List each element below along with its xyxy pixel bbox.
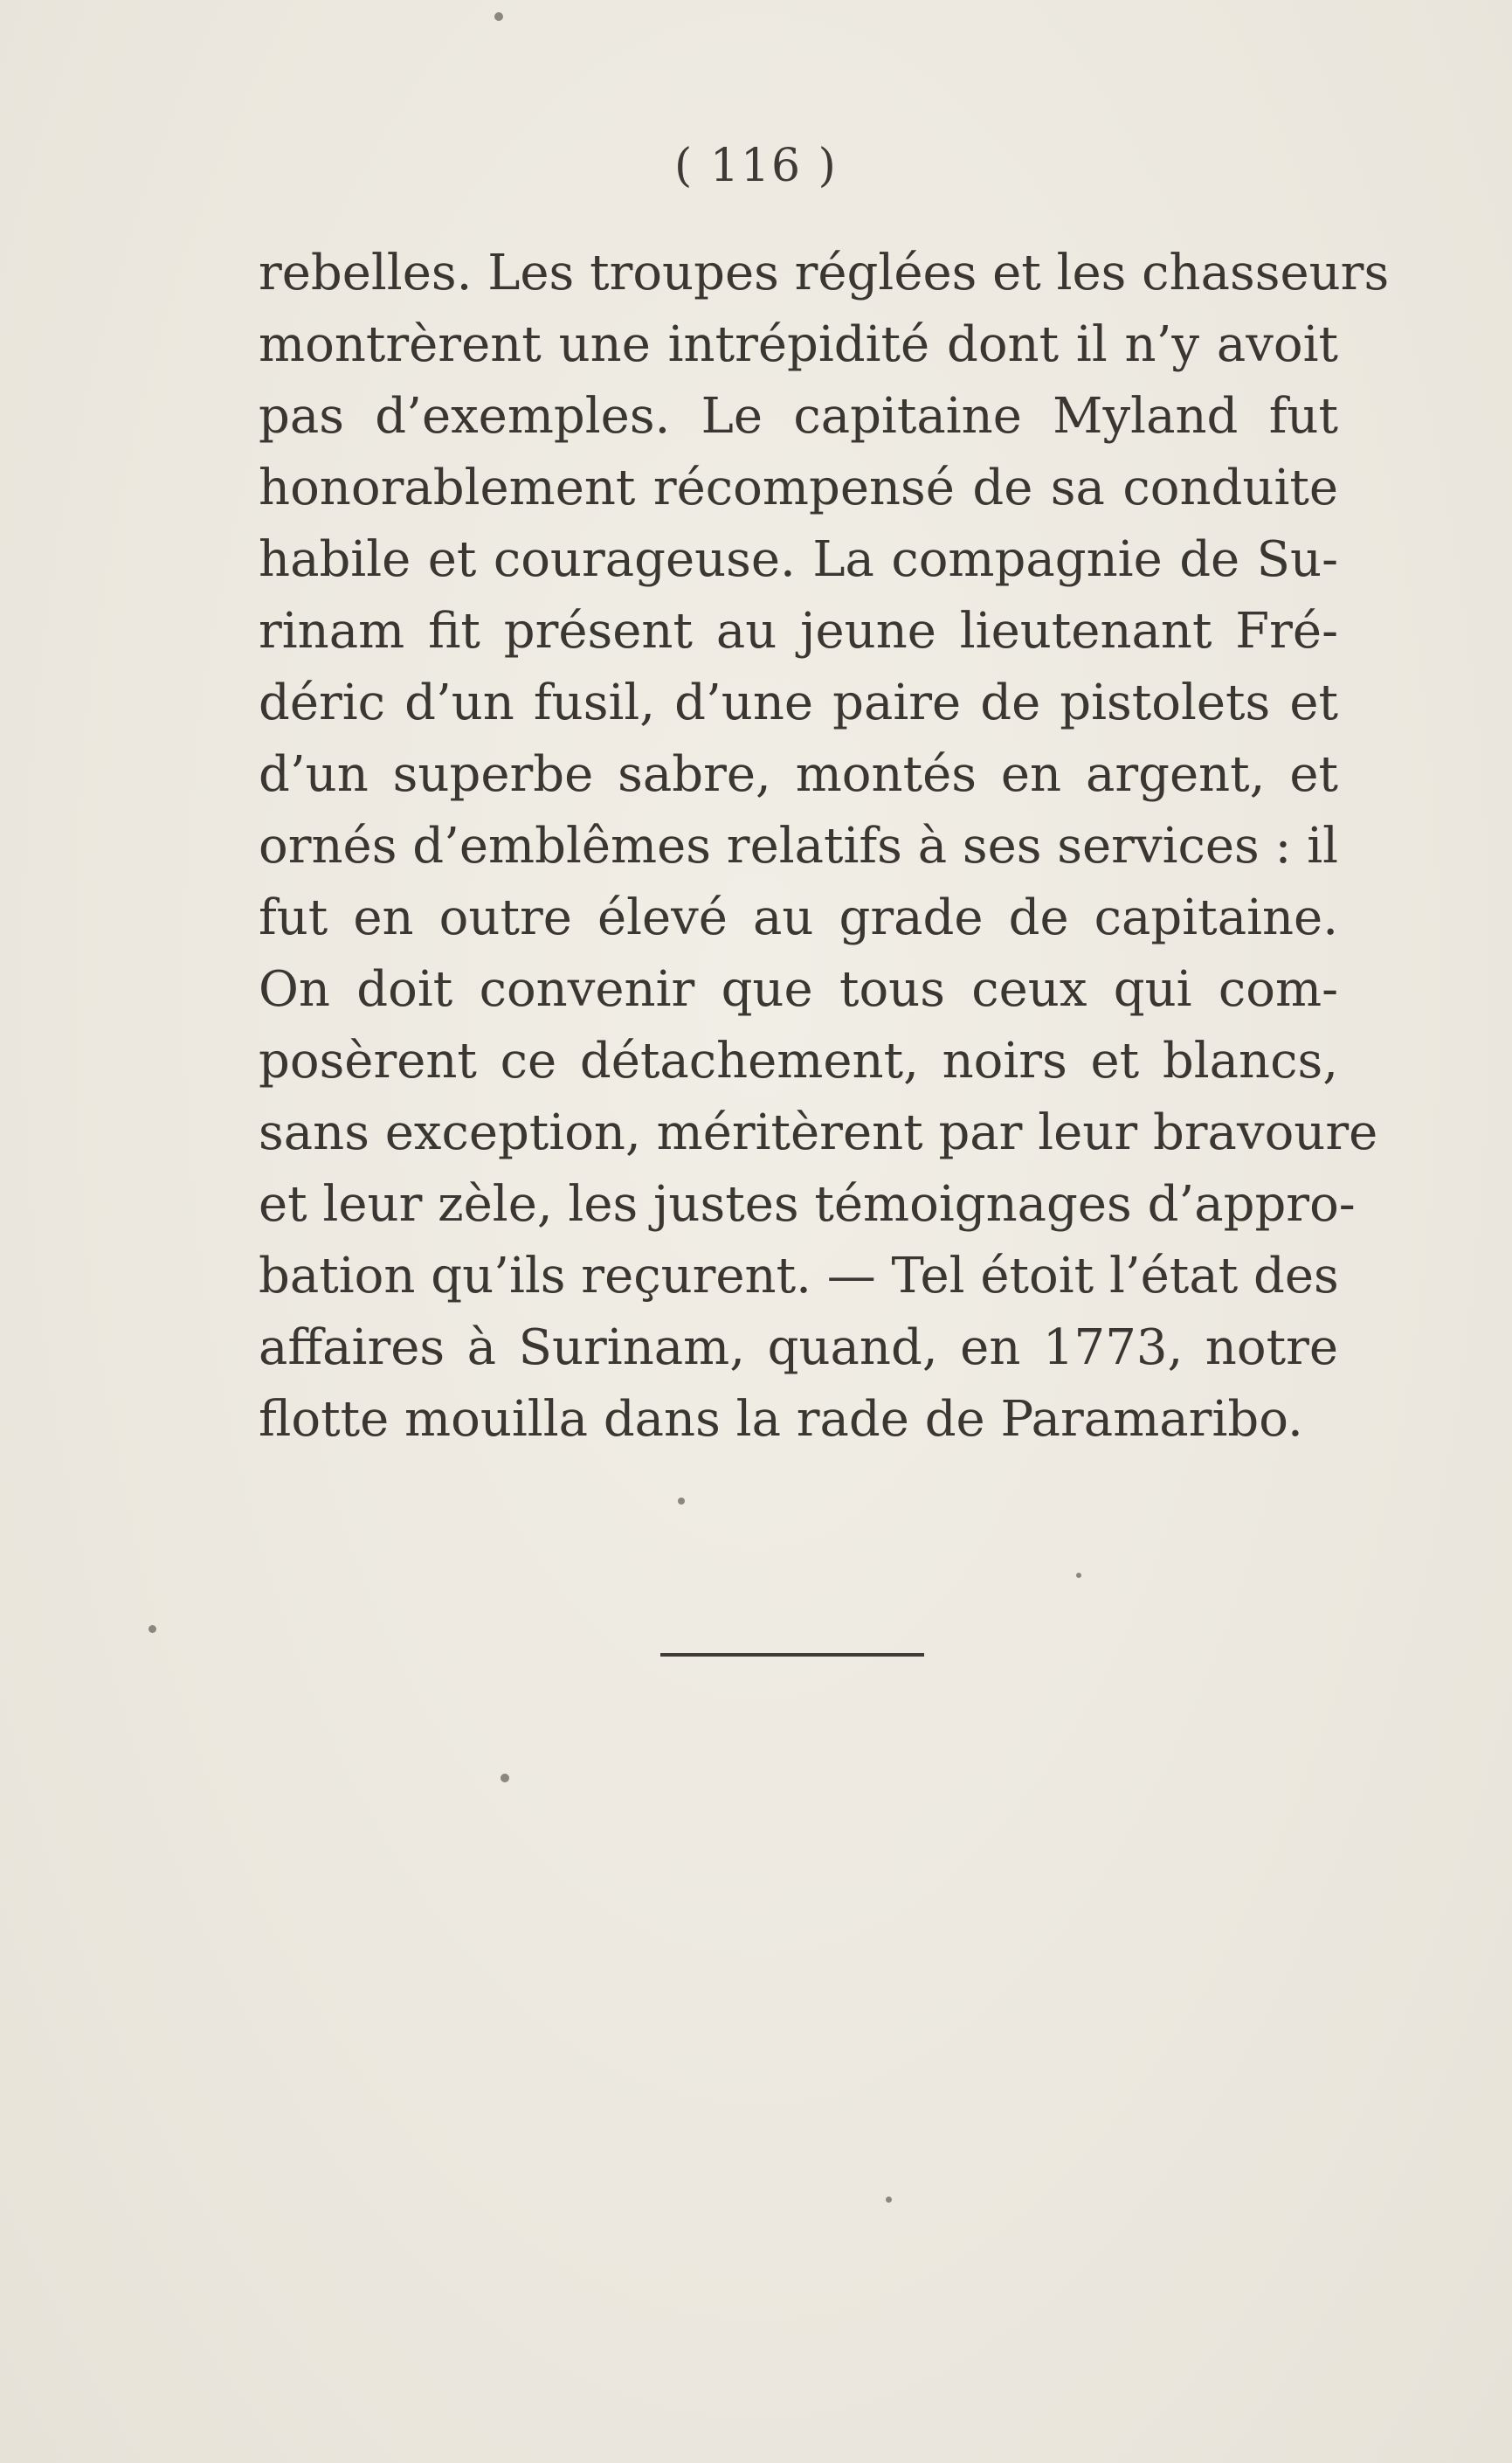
text-line: d’un superbe sabre, montés en argent, et bbox=[259, 746, 1338, 803]
text-line: bation qu’ils reçurent. — Tel étoit l’état des bbox=[259, 1248, 1339, 1304]
text-line: flotte mouilla dans la rade de Paramaribo. bbox=[259, 1391, 1303, 1448]
page-number: ( 116 ) bbox=[674, 140, 838, 192]
text-line: affaires à Surinam, quand, en 1773, notre bbox=[259, 1319, 1338, 1376]
body-text bbox=[259, 238, 1390, 1456]
paper-speck bbox=[886, 2197, 892, 2203]
text-line: fut en outre élevé au grade de capitaine. bbox=[259, 889, 1338, 946]
text-line: On doit convenir que tous ceux qui com- bbox=[259, 961, 1338, 1018]
text-line: déric d’un fusil, d’une paire de pistolets et bbox=[259, 675, 1338, 731]
paper-speck bbox=[148, 1625, 156, 1633]
paper-speck bbox=[678, 1498, 685, 1505]
text-line: montrèrent une intrépidité dont il n’y avoit bbox=[259, 316, 1338, 373]
text-line: pas d’exemples. Le capitaine Myland fut bbox=[259, 388, 1338, 445]
text-line: honorablement récompensé de sa conduite bbox=[259, 460, 1338, 516]
text-line: habile et courageuse. La compagnie de Su- bbox=[259, 531, 1338, 588]
text-line: rebelles. Les troupes réglées et les chasseurs bbox=[259, 245, 1390, 301]
text-line: ornés d’emblêmes relatifs à ses services : il bbox=[259, 818, 1339, 875]
text-line: rinam fit présent au jeune lieutenant Fré- bbox=[259, 603, 1338, 660]
ornamental-rule bbox=[660, 1653, 924, 1657]
paper-speck bbox=[501, 1774, 509, 1782]
text-line: posèrent ce détachement, noirs et blancs, bbox=[259, 1033, 1338, 1090]
text-line: et leur zèle, les justes témoignages d’appro- bbox=[259, 1176, 1356, 1233]
paper-speck bbox=[1076, 1573, 1081, 1578]
text-line: sans exception, méritèrent par leur bravoure bbox=[259, 1104, 1378, 1161]
paper-speck bbox=[494, 12, 503, 21]
